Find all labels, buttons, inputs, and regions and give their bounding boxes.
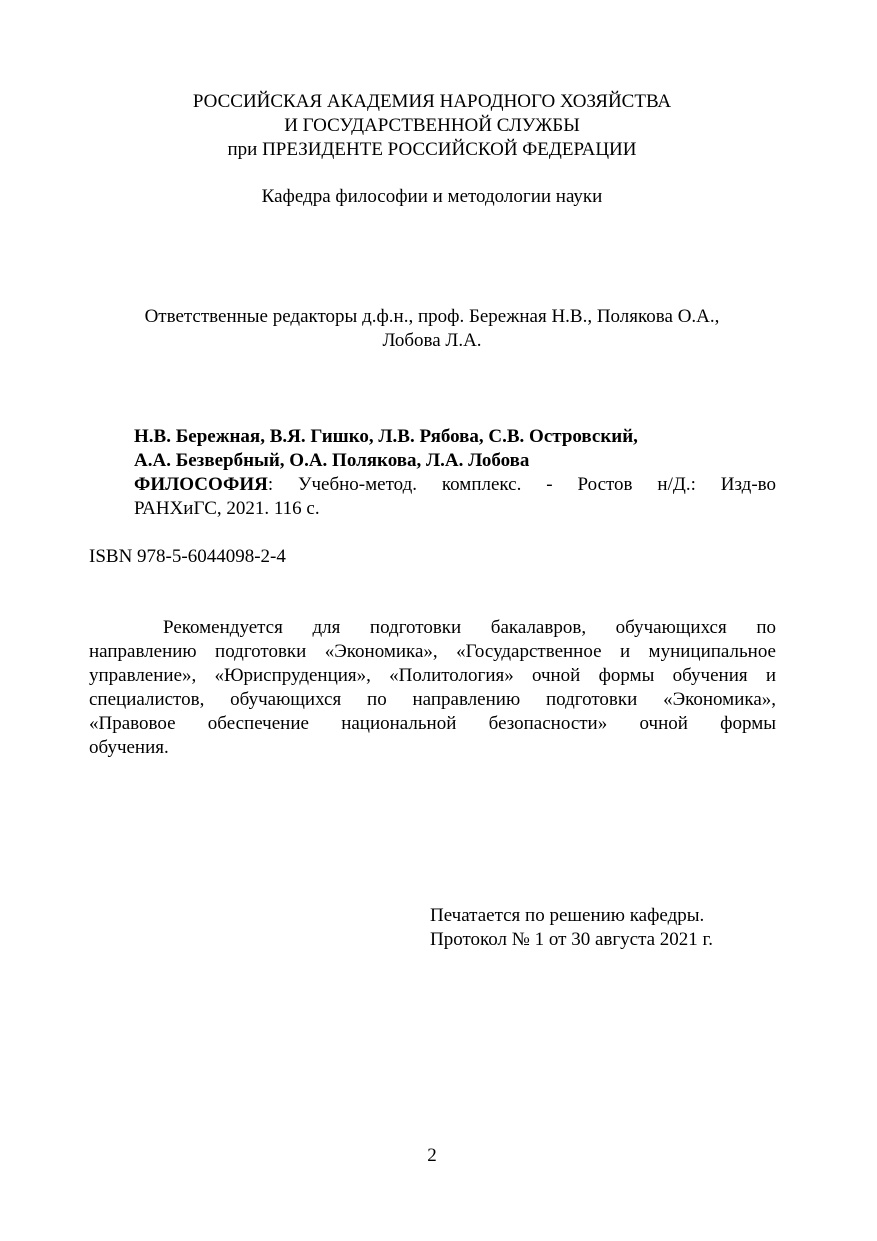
page-number-text: 2 [427,1145,437,1166]
page-number [0,1144,864,1168]
department-line: Кафедра философии и методологии науки [261,186,603,207]
recommendation-line-6: обучения. [89,737,169,758]
authors-line-2: А.А. Безвербный, О.А. Полякова, Л.А. Лобова [134,450,530,471]
approval-note [430,904,713,952]
approval-line-1: Печатается по решению кафедры. [430,905,705,926]
authors-line-1: Н.В. Бережная, В.Я. Гишко, Л.В. Рябова, С.В. Островский, [134,426,638,447]
responsible-editors [0,305,864,353]
book-title: ФИЛОСОФИЯ [134,474,268,495]
isbn [89,545,286,569]
institution-line-1: РОССИЙСКАЯ АКАДЕМИЯ НАРОДНОГО ХОЗЯЙСТВА [192,91,672,112]
recommendation-line-1: Рекомендуется для подготовки бакалавров, обучающихся по [163,617,776,638]
recommendation-paragraph [89,616,776,760]
bibliographic-record [134,425,776,521]
recommendation-line-2: направлению подготовки «Экономика», «Государственное и муниципальное [89,641,776,662]
isbn-text: ISBN 978-5-6044098-2-4 [89,546,286,567]
recommendation-line-4: специалистов, обучающихся по направлению подготовки «Экономика», [89,689,776,710]
institution-name [0,90,864,162]
book-description-line-1 [134,473,776,497]
recommendation-line-5: «Правовое обеспечение национальной безопасности» очной формы [89,713,776,734]
department-name [0,185,864,209]
editors-line-1: Ответственные редакторы д.ф.н., проф. Бережная Н.В., Полякова О.А., [144,306,720,327]
institution-line-3: при ПРЕЗИДЕНТЕ РОССИЙСКОЙ ФЕДЕРАЦИИ [227,139,637,160]
approval-line-2: Протокол № 1 от 30 августа 2021 г. [430,929,713,950]
institution-line-2: И ГОСУДАРСТВЕННОЙ СЛУЖБЫ [284,115,580,136]
editors-line-2: Лобова Л.А. [382,330,482,351]
book-description-first: : Учебно-метод. комплекс. - Ростов н/Д.: Изд-во [267,474,776,495]
recommendation-line-3: управление», «Юриспруденция», «Политология» очной формы обучения и [89,665,776,686]
book-description-line-2: РАНХиГС, 2021. 116 с. [134,498,320,519]
